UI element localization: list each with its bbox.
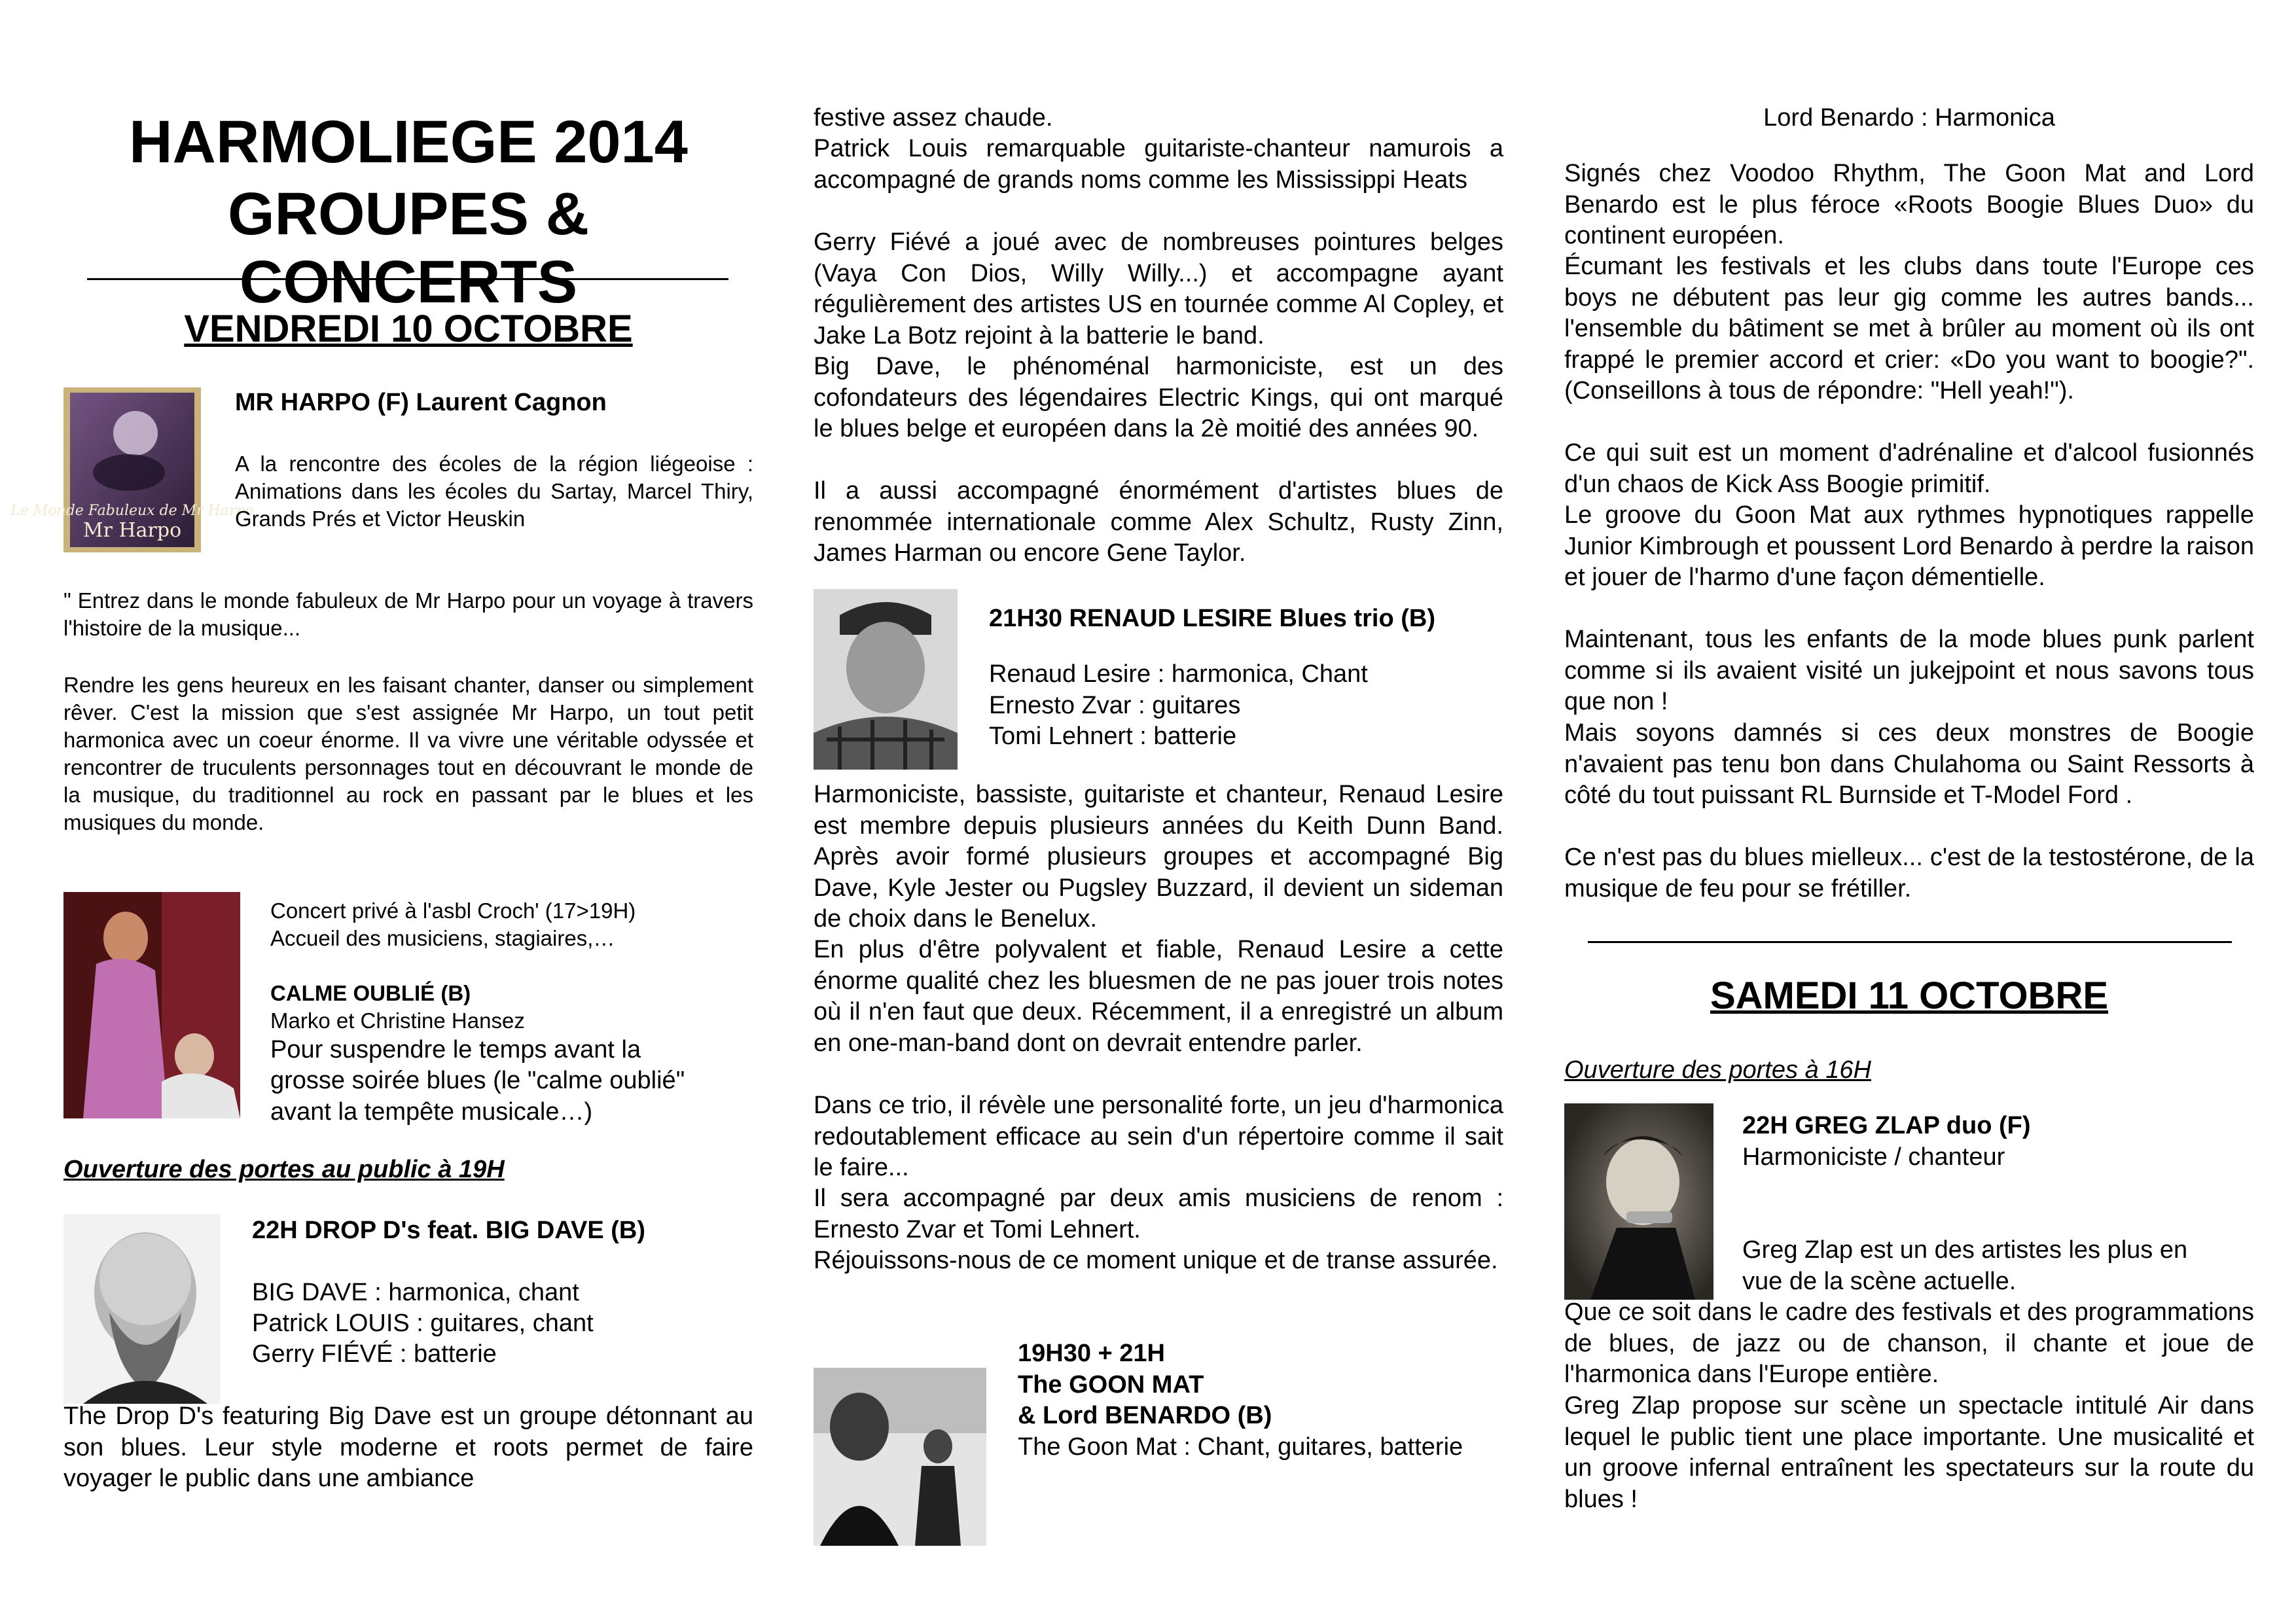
- greg-zlap-photo: [1564, 1103, 1713, 1300]
- goon-bio-2: Écumant les festivals et les clubs dans toute l'Europe ces boys ne débutent pas leur gig comme les autres bands... l'ensemble du bâtiment se met à brûler au moment où ils ont frappé le premier accord et crier: «Do you want to boogie?". (Conseillons à tous de répondre: "Hell yeah!").: [1564, 253, 2254, 404]
- harpo-body: Rendre les gens heureux en les faisant chanter, danser ou simplement rêver. C'est la mission que s'est assignée Mr Harpo, un tout petit harmonica avec un coeur énorme. Il va vivre une véritable odyssée et rencontrer de truculents personnages tout en découvrant le monde de la musique, du traditionnel au rock en passant par le blues et les musiques du monde.: [63, 673, 753, 834]
- greg-bio-0-line1: Greg Zlap est un des artistes les plus en: [1742, 1236, 2188, 1264]
- calme-concert-line1: Concert privé à l'asbl Croch' (17>19H): [270, 899, 636, 923]
- goon-mat-photo: [814, 1368, 986, 1546]
- big-dave-photo: [63, 1214, 221, 1404]
- goon-title-1: The GOON MAT: [1018, 1371, 1204, 1399]
- renaud-bio-3: Dans ce trio, il révèle une personalité forte, un jeu d'harmonica redoutablement efficace au sein d'un répertoire comme il sait le faire...: [814, 1092, 1503, 1181]
- renaud-bio-4: Il sera accompagné par deux amis musiciens de renom : Ernesto Zvar et Tomi Lehnert.: [814, 1185, 1503, 1243]
- day-title-saturday: SAMEDI 11 OCTOBRE: [1710, 974, 2109, 1017]
- friday-doors-opening: Ouverture des portes au public à 19H: [63, 1156, 505, 1183]
- renaud-line1: Renaud Lesire : harmonica, Chant: [989, 660, 1368, 688]
- goon-bio-6: Mais soyons damnés si ces deux monstres de Boogie n'avaient pas tenu bon dans Chulahoma ou Saint Ressorts à côté du tout puissant RL Burnside et T-Model Ford .: [1564, 719, 2254, 809]
- page-title: HARMOLIEGE 2014: [129, 109, 688, 175]
- greg-bio-1: Que ce soit dans le cadre des festivals et des programmations de blues, de jazz ou de chanson, il chante et joue de l'harmonica dans l'Europe entière.: [1564, 1298, 2254, 1388]
- divider: [87, 278, 728, 280]
- drop-line1: BIG DAVE : harmonica, chant: [252, 1279, 579, 1306]
- drop-line3: Gerry FIÉVÉ : batterie: [252, 1340, 497, 1368]
- renaud-bio-2: En plus d'être polyvalent et fiable, Renaud Lesire a cette énorme qualité chez les bluesmen de ne pas jouer trois notes où il n'en faut que deux. Récemment, il a enregistré un album en one-man-band dont on devrait entendre parler.: [814, 936, 1503, 1057]
- drop-gerry-bio: Gerry Fiévé a joué avec de nombreuses pointures belges (Vaya Con Dios, Willy Willy...) et accompagne ayant régulièrement des artistes US en tournée comme Al Copley, et Jake La Botz rejoint à la batterie le band.: [814, 228, 1503, 349]
- harpo-title: MR HARPO (F) Laurent Cagnon: [235, 389, 607, 416]
- drop-title: 22H DROP D's feat. BIG DAVE (B): [252, 1217, 645, 1244]
- drop-bigdave-bio-2: Il a aussi accompagné énormément d'artistes blues de renommée internationale comme Alex Schultz, Rusty Zinn, James Harman ou encore Gene Taylor.: [814, 477, 1503, 567]
- calme-title: CALME OUBLIÉ (B): [270, 981, 471, 1005]
- renaud-line2: Ernesto Zvar : guitares: [989, 692, 1241, 719]
- harpo-quote: " Entrez dans le monde fabuleux de Mr Harpo pour un voyage à travers l'histoire de la musique...: [63, 588, 753, 640]
- page-subtitle: GROUPES & CONCERTS: [227, 181, 590, 315]
- drop-body-cont: festive assez chaude.: [814, 104, 1053, 132]
- renaud-title: 21H30 RENAUD LESIRE Blues trio (B): [989, 605, 1436, 632]
- calme-line1: Pour suspendre le temps avant la: [270, 1036, 641, 1063]
- greg-bio-0-line2: vue de la scène actuelle.: [1742, 1268, 2017, 1295]
- drop-body: The Drop D's featuring Big Dave est un groupe détonnant au son blues. Leur style moderne et roots permet de faire voyager le public dans une ambiance: [63, 1402, 753, 1492]
- goon-bio-7: Ce n'est pas du blues mielleux... c'est de la testostérone, de la musique de feu pour se frétiller.: [1564, 844, 2254, 902]
- drop-bigdave-bio: Big Dave, le phénoménal harmoniciste, est un des cofondateurs des légendaires Electric Kings, qui ont marqué le blues belge et européen dans la 2è moitié des années 90.: [814, 353, 1503, 442]
- poster-text: Le Monde Fabuleux de Mr Harpo: [10, 503, 254, 519]
- renaud-bio-5: Réjouissons-nous de ce moment unique et de transe assurée.: [814, 1247, 1498, 1274]
- calme-oublie-photo: [63, 892, 240, 1118]
- goon-bio-4: Le groove du Goon Mat aux rythmes hypnotiques rappelle Junior Kimbrough et poussent Lord Benardo à perdre la raison et jouer de l'harmo d'une façon démentielle.: [1564, 501, 2254, 591]
- goon-bio-3: Ce qui suit est un moment d'adrénaline et d'alcool fusionnés d'un chaos de Kick Ass Boogie primitif.: [1564, 439, 2254, 498]
- renaud-bio-1: Harmoniciste, bassiste, guitariste et chanteur, Renaud Lesire est membre depuis plusieurs années du Keith Dunn Band. Après avoir formé plusieurs groupes et accompagné Big Dave, Kyle Jester ou Pugsley Buzzard, il devient un sideman de choix dans le Benelux.: [814, 781, 1503, 933]
- goon-time: 19H30 + 21H: [1018, 1340, 1165, 1367]
- calme-members: Marko et Christine Hansez: [270, 1008, 525, 1033]
- goon-title-2: & Lord BENARDO (B): [1018, 1402, 1272, 1429]
- calme-line3: avant la tempête musicale…): [270, 1098, 593, 1126]
- day-title-friday: VENDREDI 10 OCTOBRE: [184, 308, 633, 350]
- divider: [1588, 941, 2232, 943]
- calme-concert-line2: Accueil des musiciens, stagiaires,…: [270, 926, 615, 950]
- svg-text:Mr Harpo: Mr Harpo: [82, 519, 182, 542]
- harpo-intro: A la rencontre des écoles de la région liégeoise : Animations dans les écoles du Sartay, Marcel Thiry, Grands Prés et Victor Heuskin: [235, 452, 753, 531]
- drop-patrick-bio: Patrick Louis remarquable guitariste-chanteur namurois a accompagné de grands noms comme les Mississippi Heats: [814, 135, 1503, 194]
- greg-bio-2: Greg Zlap propose sur scène un spectacle intitulé Air dans lequel le public tient une place importante. Une musicalité et un groove infernal entraînent les spectateurs sur la route du blues !: [1564, 1392, 2254, 1513]
- goon-bio-5: Maintenant, tous les enfants de la mode blues punk parlent comme si ils avaient visité un jukejpoint et nous savons tous que non !: [1564, 626, 2254, 715]
- harpo-poster-image: [10, 387, 254, 552]
- drop-line2: Patrick LOUIS : guitares, chant: [252, 1310, 594, 1337]
- renaud-line3: Tomi Lehnert : batterie: [989, 722, 1237, 750]
- goon-lord-line: Lord Benardo : Harmonica: [1763, 104, 2055, 132]
- goon-bio-1: Signés chez Voodoo Rhythm, The Goon Mat and Lord Benardo est le plus féroce «Roots Boogie Blues Duo» du continent européen.: [1564, 160, 2254, 249]
- saturday-doors-opening: Ouverture des portes à 16H: [1564, 1056, 1871, 1084]
- greg-role: Harmoniciste / chanteur: [1742, 1143, 2005, 1171]
- goon-members: The Goon Mat : Chant, guitares, batterie: [1018, 1433, 1463, 1461]
- calme-line2: grosse soirée blues (le "calme oublié": [270, 1067, 685, 1094]
- renaud-lesire-photo: [814, 589, 958, 770]
- greg-title: 22H GREG ZLAP duo (F): [1742, 1112, 2031, 1139]
